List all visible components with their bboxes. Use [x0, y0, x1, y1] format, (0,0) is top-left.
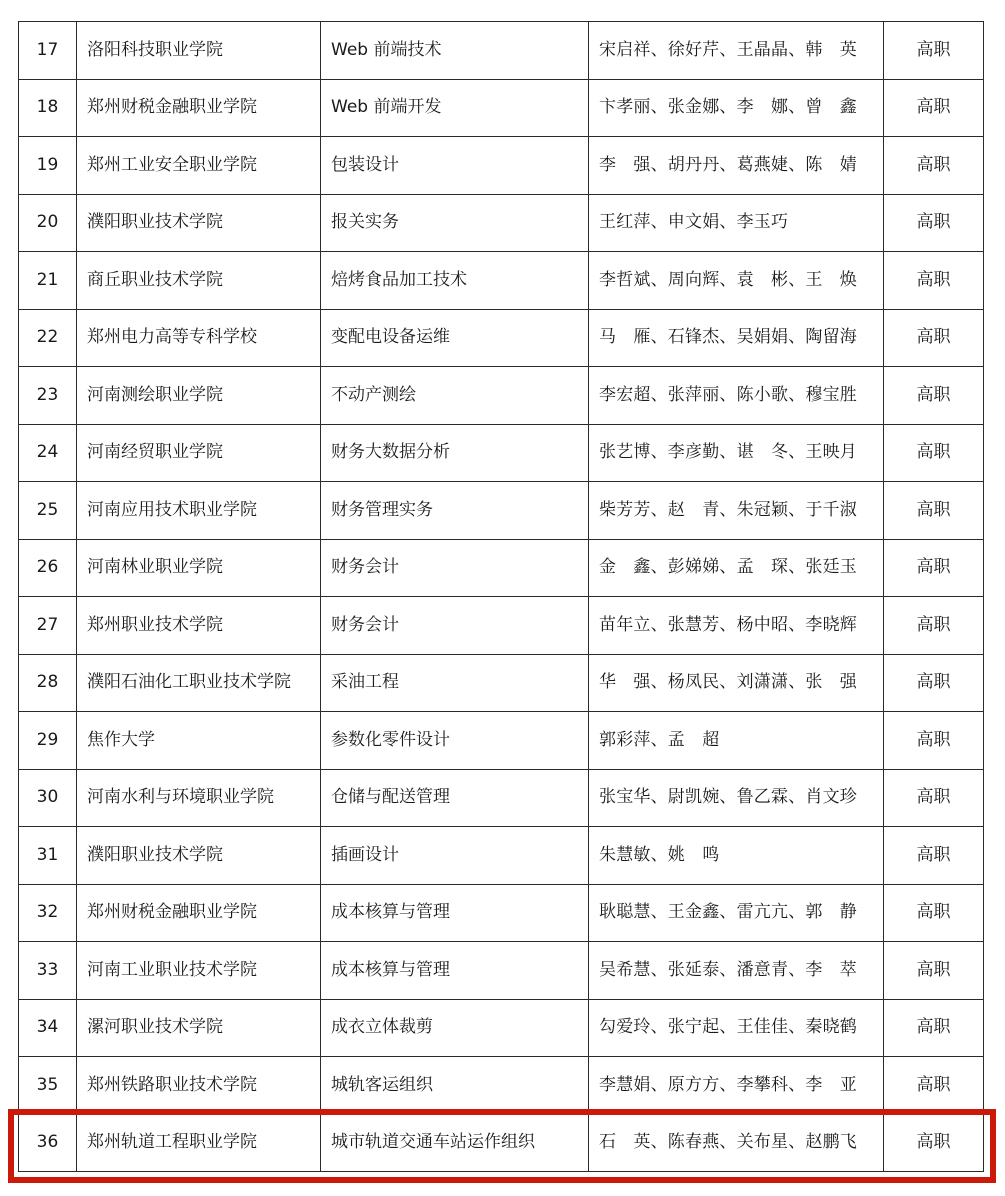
team-members: 吴希慧、张延泰、潘意青、李 萃: [589, 942, 884, 1000]
major-name: 参数化零件设计: [321, 712, 589, 770]
table-row: [19, 769, 984, 827]
row-number: 34: [19, 999, 77, 1057]
row-number: 21: [19, 252, 77, 310]
major-name: 成本核算与管理: [321, 942, 589, 1000]
table-row: [19, 252, 984, 310]
education-level: 高职: [884, 827, 984, 885]
education-level: 高职: [884, 482, 984, 540]
table-row: [19, 424, 984, 482]
major-name: 城轨客运组织: [321, 1057, 589, 1115]
major-name: 仓储与配送管理: [321, 769, 589, 827]
team-members: 宋启祥、徐好芹、王晶晶、韩 英: [589, 22, 884, 80]
major-name: 报关实务: [321, 194, 589, 252]
major-name: Web 前端开发: [321, 79, 589, 137]
major-name: 插画设计: [321, 827, 589, 885]
education-level: 高职: [884, 79, 984, 137]
team-members: 卞孝丽、张金娜、李 娜、曾 鑫: [589, 79, 884, 137]
table-row: [19, 367, 984, 425]
table-row: [19, 22, 984, 80]
row-number: 25: [19, 482, 77, 540]
school-name: 濮阳职业技术学院: [77, 194, 321, 252]
team-members: 张艺博、李彦勤、谌 冬、王映月: [589, 424, 884, 482]
row-number: 28: [19, 654, 77, 712]
major-name: 财务管理实务: [321, 482, 589, 540]
school-name: 郑州轨道工程职业学院: [77, 1114, 321, 1172]
row-number: 31: [19, 827, 77, 885]
education-level: 高职: [884, 137, 984, 195]
team-members: 李慧娟、原方方、李攀科、李 亚: [589, 1057, 884, 1115]
team-members: 耿聪慧、王金鑫、雷亢亢、郭 静: [589, 884, 884, 942]
table-row: [19, 79, 984, 137]
school-name: 河南测绘职业学院: [77, 367, 321, 425]
table-row: [19, 999, 984, 1057]
education-level: 高职: [884, 1114, 984, 1172]
team-members: 郭彩萍、孟 超: [589, 712, 884, 770]
education-level: 高职: [884, 769, 984, 827]
table-row: [19, 712, 984, 770]
row-number: 32: [19, 884, 77, 942]
major-name: 成本核算与管理: [321, 884, 589, 942]
major-name: 变配电设备运维: [321, 309, 589, 367]
table-row: [19, 827, 984, 885]
school-name: 郑州职业技术学院: [77, 597, 321, 655]
school-name: 焦作大学: [77, 712, 321, 770]
row-number: 35: [19, 1057, 77, 1115]
row-number: 18: [19, 79, 77, 137]
school-name: 濮阳职业技术学院: [77, 827, 321, 885]
row-number: 22: [19, 309, 77, 367]
education-level: 高职: [884, 309, 984, 367]
major-name: Web 前端技术: [321, 22, 589, 80]
row-number: 23: [19, 367, 77, 425]
team-members: 张宝华、尉凯婉、鲁乙霖、肖文珍: [589, 769, 884, 827]
school-name: 河南林业职业学院: [77, 539, 321, 597]
team-members: 金 鑫、彭娣娣、孟 琛、张廷玉: [589, 539, 884, 597]
school-name: 洛阳科技职业学院: [77, 22, 321, 80]
school-name: 郑州工业安全职业学院: [77, 137, 321, 195]
school-name: 河南应用技术职业学院: [77, 482, 321, 540]
school-name: 漯河职业技术学院: [77, 999, 321, 1057]
row-number: 24: [19, 424, 77, 482]
table-row: [19, 1057, 984, 1115]
team-members: 柴芳芳、赵 青、朱冠颖、于千淑: [589, 482, 884, 540]
row-number: 26: [19, 539, 77, 597]
results-table-container: [18, 21, 983, 1172]
major-name: 成衣立体裁剪: [321, 999, 589, 1057]
row-number: 29: [19, 712, 77, 770]
team-members: 马 雁、石锋杰、吴娟娟、陶留海: [589, 309, 884, 367]
table-row: [19, 137, 984, 195]
row-number: 19: [19, 137, 77, 195]
table-row: [19, 194, 984, 252]
major-name: 焙烤食品加工技术: [321, 252, 589, 310]
team-members: 朱慧敏、姚 鸣: [589, 827, 884, 885]
table-row: [19, 597, 984, 655]
results-table: [18, 21, 984, 1172]
education-level: 高职: [884, 194, 984, 252]
team-members: 石 英、陈春燕、关布星、赵鹏飞: [589, 1114, 884, 1172]
education-level: 高职: [884, 999, 984, 1057]
major-name: 城市轨道交通车站运作组织: [321, 1114, 589, 1172]
team-members: 李哲斌、周向辉、袁 彬、王 焕: [589, 252, 884, 310]
school-name: 河南水利与环境职业学院: [77, 769, 321, 827]
major-name: 财务会计: [321, 597, 589, 655]
team-members: 华 强、杨凤民、刘潇潇、张 强: [589, 654, 884, 712]
education-level: 高职: [884, 712, 984, 770]
team-members: 勾爱玲、张宁起、王佳佳、秦晓鹤: [589, 999, 884, 1057]
table-row: [19, 654, 984, 712]
team-members: 李宏超、张萍丽、陈小歌、穆宝胜: [589, 367, 884, 425]
education-level: 高职: [884, 1057, 984, 1115]
major-name: 包装设计: [321, 137, 589, 195]
education-level: 高职: [884, 424, 984, 482]
school-name: 河南工业职业技术学院: [77, 942, 321, 1000]
table-row: [19, 884, 984, 942]
table-row: [19, 482, 984, 540]
school-name: 郑州财税金融职业学院: [77, 79, 321, 137]
school-name: 濮阳石油化工职业技术学院: [77, 654, 321, 712]
school-name: 河南经贸职业学院: [77, 424, 321, 482]
major-name: 财务会计: [321, 539, 589, 597]
education-level: 高职: [884, 539, 984, 597]
school-name: 郑州财税金融职业学院: [77, 884, 321, 942]
table-row: [19, 309, 984, 367]
row-number: 27: [19, 597, 77, 655]
school-name: 郑州铁路职业技术学院: [77, 1057, 321, 1115]
school-name: 郑州电力高等专科学校: [77, 309, 321, 367]
major-name: 不动产测绘: [321, 367, 589, 425]
row-number: 20: [19, 194, 77, 252]
education-level: 高职: [884, 654, 984, 712]
row-number: 33: [19, 942, 77, 1000]
table-row: [19, 539, 984, 597]
education-level: 高职: [884, 942, 984, 1000]
education-level: 高职: [884, 884, 984, 942]
education-level: 高职: [884, 597, 984, 655]
education-level: 高职: [884, 22, 984, 80]
row-number: 17: [19, 22, 77, 80]
team-members: 苗年立、张慧芳、杨中昭、李晓辉: [589, 597, 884, 655]
team-members: 李 强、胡丹丹、葛燕婕、陈 婧: [589, 137, 884, 195]
major-name: 采油工程: [321, 654, 589, 712]
row-number: 30: [19, 769, 77, 827]
table-row: [19, 942, 984, 1000]
row-number: 36: [19, 1114, 77, 1172]
major-name: 财务大数据分析: [321, 424, 589, 482]
school-name: 商丘职业技术学院: [77, 252, 321, 310]
team-members: 王红萍、申文娟、李玉巧: [589, 194, 884, 252]
table-row-highlighted: [19, 1114, 984, 1172]
education-level: 高职: [884, 252, 984, 310]
education-level: 高职: [884, 367, 984, 425]
